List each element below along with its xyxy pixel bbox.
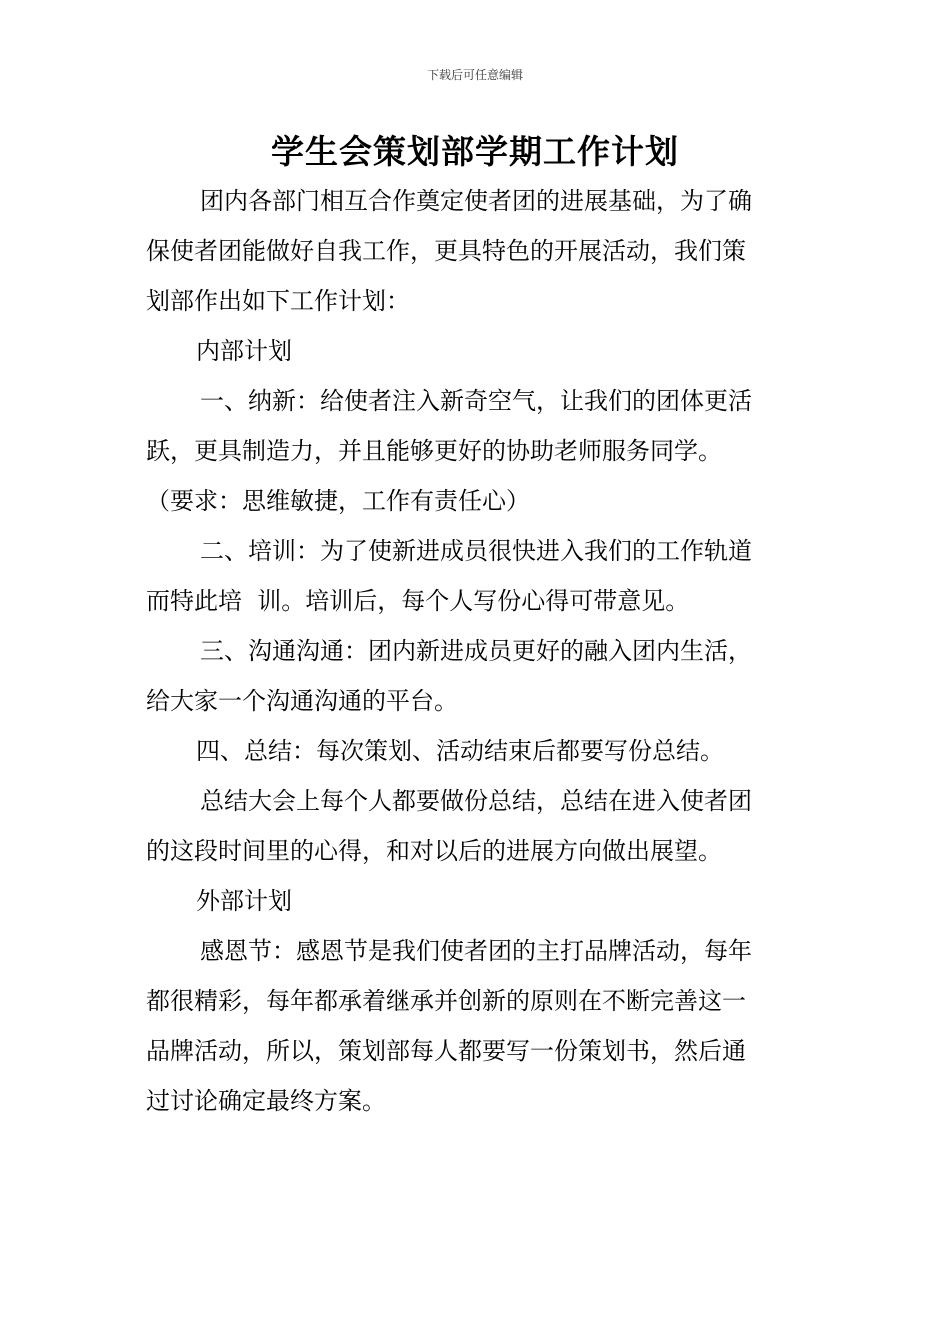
text-line: 一、纳新：给使者注入新奇空气，让我们的团体更活 [200,387,752,415]
item-summary [146,726,806,776]
text-line: 给大家一个沟通沟通的平台。 [146,687,458,715]
header-note: 下载后可任意编辑 [426,68,523,82]
text-line: 感恩节：感恩节是我们使者团的主打品牌活动，每年 [200,937,752,965]
text-line: 而特此培 训。培训后，每个人写份心得可带意见。 [146,587,690,615]
text-line: 外部计划 [196,887,292,915]
text-line: 跃，更具制造力，并且能够更好的协助老师服务同学。 [146,437,722,465]
text-line: 品牌活动，所以，策划部每人都要写一份策划书，然后通 [146,1037,746,1065]
item-thanksgiving [146,926,806,1126]
intro-paragraph [146,176,806,326]
document-body [146,176,806,1126]
text-line: 总结大会上每个人都要做份总结，总结在进入使者团 [200,787,752,815]
item-communication [146,626,806,726]
text-line: 过讨论确定最终方案。 [146,1087,386,1115]
section-heading-external [146,876,806,926]
text-line: 的这段时间里的心得，和对以后的进展方向做出展望。 [146,837,722,865]
text-line: 保使者团能做好自我工作，更具特色的开展活动，我们策 [146,237,746,265]
text-line: 三、沟通沟通：团内新进成员更好的融入团内生活， [200,637,752,665]
summary-meeting-paragraph [146,776,806,876]
document-title: 学生会策划部学期工作计划 [271,132,679,171]
text-line: （要求：思维敏捷，工作有责任心） [146,487,530,515]
item-training [146,526,806,626]
text-line: 二、培训：为了使新进成员很快进入我们的工作轨道 [200,537,752,565]
item-recruitment [146,376,806,526]
text-line: 四、总结：每次策划、活动结束后都要写份总结。 [196,737,724,765]
text-line: 划部作出如下工作计划： [146,287,410,315]
text-line: 内部计划 [196,337,292,365]
text-line: 团内各部门相互合作奠定使者团的进展基础，为了确 [200,187,752,215]
text-line: 都很精彩，每年都承着继承并创新的原则在不断完善这一 [146,987,746,1015]
section-heading-internal [146,326,806,376]
